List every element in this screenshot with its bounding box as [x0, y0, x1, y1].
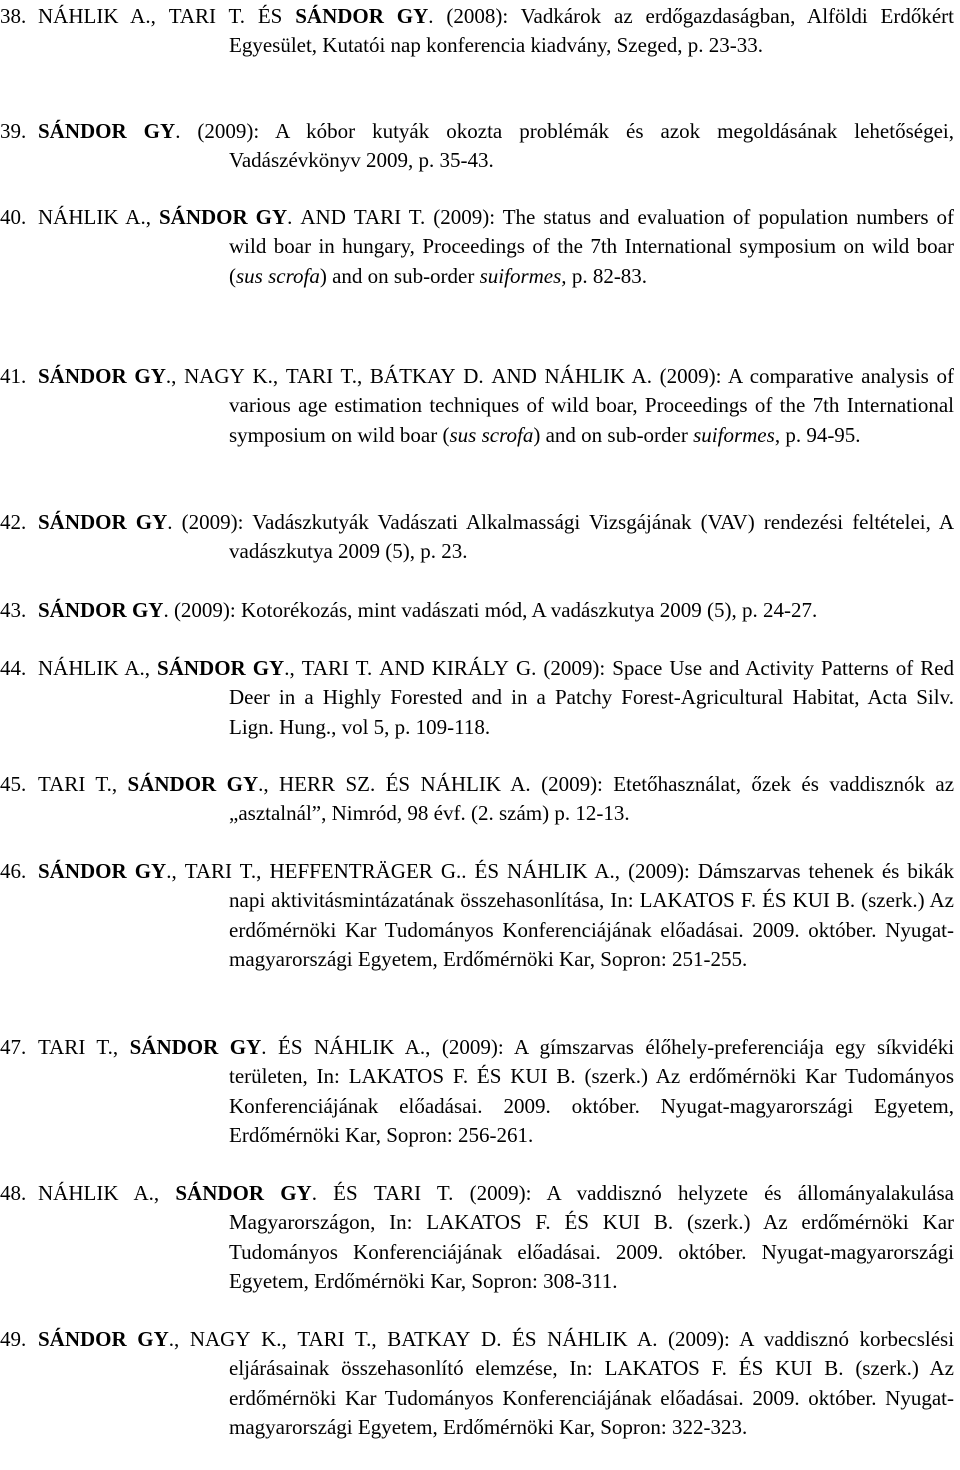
reference-text: AND [379, 656, 425, 680]
reference-text: T., [85, 1035, 130, 1059]
reference-text [537, 1327, 548, 1351]
reference-text: BÁTKAY [369, 364, 456, 388]
reference-text: GY [126, 364, 166, 388]
reference-text: A. (2009): Etetőhasználat, őzek és vaddisznók az „asztalnál”, Nimród, 98 évf. (2. szám) p. 12-13. [229, 772, 955, 826]
reference-number: 43. [0, 598, 27, 622]
reference-text: BATKAY [387, 1327, 471, 1351]
reference-text: GY [126, 510, 168, 534]
reference-entry [0, 508, 954, 567]
reference-text [425, 656, 432, 680]
reference-text: TARI [353, 205, 402, 229]
reference-text [499, 859, 507, 883]
reference-entry [0, 2, 954, 61]
reference-text: ÉS [474, 859, 500, 883]
reference-number: 38. [0, 4, 27, 28]
reference-text: SÁNDOR [175, 1181, 265, 1205]
reference-text: T. [216, 4, 258, 28]
reference-text: . (2008): Vadkárok az erdőgazdaságban, Alföldi Erdőkért Egyesület, Kutatói nap konferencia kiadvány, Szeged, p. 23-33. [229, 4, 955, 58]
reference-text: suiformes [693, 422, 775, 447]
reference-text: sus scrofa [449, 422, 534, 447]
reference-text: . (2009): Kotorékozás, mint vadászati mód, A vadászkutya 2009 (5), p. 24-27. [163, 598, 818, 622]
reference-number: 45. [0, 772, 27, 796]
reference-text: TARI [38, 1035, 86, 1059]
reference-text: ) and on sub-order [533, 422, 694, 447]
reference-text: . [287, 205, 301, 229]
reference-text: SZ [345, 772, 370, 796]
reference-number: 49. [0, 1327, 27, 1351]
reference-text [335, 772, 345, 796]
reference-text: GY [383, 4, 429, 28]
reference-text: A., [118, 205, 159, 229]
reference-entry [0, 203, 954, 291]
reference-text: SÁNDOR [127, 772, 217, 796]
reference-text: . [311, 1181, 334, 1205]
reference-text: AND [300, 205, 346, 229]
reference-text: . (2009): A kóbor kutyák okozta problémák és azok megoldásának lehetőségei, Vadászévkönyv 2009, p. 35-43. [175, 119, 954, 173]
reference-text: SÁNDOR [295, 4, 384, 28]
reference-text: K., [244, 364, 286, 388]
reference-text: NÁHLIK [38, 1181, 119, 1205]
reference-number: 42. [0, 510, 27, 534]
reference-text: A., (2009): A gímszarvas élőhely-preferenciája egy síkvidéki területen, In: [229, 1035, 955, 1089]
reference-text: SÁNDOR [157, 656, 246, 680]
reference-text: LAKATOS [426, 1210, 522, 1235]
reference-text: TARI [184, 859, 233, 883]
reference-text [537, 364, 545, 388]
reference-number: 41. [0, 364, 27, 388]
reference-entry [0, 654, 954, 742]
reference-text: D. [470, 1327, 513, 1351]
reference-text: T., [85, 772, 128, 796]
reference-text: sus scrofa [236, 263, 320, 288]
reference-text: T. [349, 656, 380, 680]
reference-text: ) and on sub-order [319, 263, 480, 288]
reference-text: ÉS [333, 1181, 358, 1205]
reference-text: SÁNDOR [129, 1035, 219, 1059]
reference-text: NÁHLIK [38, 205, 119, 229]
reference-text: F. [734, 888, 763, 913]
reference-text: SÁNDOR [38, 598, 127, 622]
reference-text: suiformes, [479, 263, 567, 288]
reference-text: LAKATOS [639, 888, 735, 913]
reference-text: NÁHLIK [420, 772, 502, 796]
reference-text: ., [284, 656, 302, 680]
reference-text: , p. 94-95. [774, 422, 861, 447]
reference-text: A., [118, 4, 169, 28]
reference-text: HERR [279, 772, 336, 796]
reference-text: SÁNDOR [38, 1327, 127, 1351]
reference-text: KUI [602, 1210, 641, 1235]
reference-text [358, 1181, 374, 1205]
reference-text: B. (szerk.) Az erdőmérnöki Kar Tudományos Konferenciájának előadásai. 2009. október. Nyugat-magyarországi Egyetem, Erdőmérnöki Kar, Sopron: 322-323. [229, 1356, 955, 1440]
reference-text: TARI [285, 364, 334, 388]
reference-text: . (2009): Vadászkutyák Vadászati Alkalmassági Vizsgájának (VAV) rendezési feltételei, A vadászkutya 2009 (5), p. 23. [167, 510, 955, 564]
reference-text: T., [333, 364, 370, 388]
reference-number: 44. [0, 656, 27, 680]
reference-text: ., [166, 859, 185, 883]
reference-text: ÉS [278, 1035, 303, 1059]
reference-text: ÉS [385, 772, 411, 796]
reference-number: 40. [0, 205, 27, 229]
reference-text: AND [491, 364, 537, 388]
reference-entry [0, 857, 954, 975]
reference-text [282, 4, 295, 28]
reference-text: A., (2009): Dámszarvas tehenek és bikák napi aktivitásmintázatának összehasonlítása, In: [229, 859, 955, 913]
reference-text: GY [126, 598, 164, 622]
reference-text: G. (2009): Space Use and Activity Patterns of Red Deer in a Highly Forested and in a Patchy Forest-Agricultural Habitat, Acta Silv. Lign. Hung., vol 5, p. 109-118. [229, 656, 955, 739]
reference-text: F. [444, 1064, 477, 1089]
reference-text: NAGY [189, 1327, 251, 1351]
reference-text: SÁNDOR [38, 119, 127, 143]
reference-text: D. [455, 364, 492, 388]
reference-text: ., [258, 772, 280, 796]
reference-text: ., [168, 1327, 190, 1351]
reference-entry [0, 1033, 954, 1151]
reference-text: B. (szerk.) Az erdőmérnöki Kar Tudományos Konferenciájának előadásai. 2009. október. Nyugat-magyarországi Egyetem, Erdőmérnöki Kar, Sopron: 308-311. [229, 1210, 955, 1294]
reference-text [763, 1356, 775, 1380]
reference-entry [0, 1325, 954, 1443]
reference-text: KUI [775, 1356, 813, 1381]
reference-entry [0, 1179, 954, 1297]
reference-text: SÁNDOR [158, 205, 248, 229]
reference-text: B. (szerk.) Az erdőmérnöki Kar Tudományos Konferenciájának előadásai. 2009. október. Nyugat-magyarországi Egyetem, Erdőmérnöki Kar, Sopron: 256-261. [229, 1064, 954, 1148]
reference-text: GY [264, 1181, 312, 1205]
reference-text: KIRÁLY [431, 656, 509, 680]
reference-text: . [261, 1035, 278, 1059]
reference-text: GY [216, 772, 259, 796]
reference-number: 39. [0, 119, 27, 143]
reference-text: TARI [301, 656, 350, 680]
reference-text: ÉS [257, 4, 283, 28]
reference-text: TARI [168, 4, 217, 28]
reference-text: NAGY [184, 364, 245, 388]
reference-text: TARI [373, 1181, 422, 1205]
reference-text: GY [126, 119, 176, 143]
reference-text: SÁNDOR [38, 364, 127, 388]
reference-text: T., [344, 1327, 388, 1351]
reference-number: 48. [0, 1181, 27, 1205]
reference-text: GY [126, 1327, 169, 1351]
reference-text [410, 772, 420, 796]
reference-number: 47. [0, 1035, 27, 1059]
reference-entry [0, 596, 954, 625]
reference-text: A., [118, 656, 158, 680]
reference-text: ÉS [512, 1327, 537, 1351]
reference-entry [0, 362, 954, 450]
reference-text: NÁHLIK [313, 1035, 395, 1059]
reference-entry [0, 117, 954, 176]
reference-text: LAKATOS [604, 1356, 700, 1381]
reference-text: TARI [297, 1327, 345, 1351]
reference-text: T. (2009): The status and evaluation of population numbers of wild boar in hungary, Proceedings of the 7th International symposium on wild boar ( [229, 205, 954, 288]
reference-text: SÁNDOR [38, 859, 127, 883]
reference-text: F. [521, 1210, 565, 1235]
reference-text: NÁHLIK [507, 859, 588, 883]
reference-text: F. [699, 1356, 739, 1381]
reference-text [346, 205, 354, 229]
reference-text [589, 1210, 603, 1234]
reference-text [501, 1064, 510, 1088]
reference-text: NÁHLIK [547, 1327, 628, 1351]
reference-text: A. (2009): A comparative analysis of various age estimation techniques of wild boar, Proceedings of the 7th International symposium on wild boar ( [229, 364, 955, 447]
reference-text: TARI [38, 772, 86, 796]
reference-text: T., [232, 859, 270, 883]
reference-text: GY [126, 859, 167, 883]
reference-text: HEFFENTRÄGER [269, 859, 433, 883]
reference-text: SÁNDOR [38, 510, 127, 534]
reference-text: GY [247, 205, 288, 229]
reference-text: A., [118, 1181, 176, 1205]
reference-text: K., [250, 1327, 298, 1351]
reference-text: LAKATOS [348, 1064, 444, 1089]
reference-text: ÉS [476, 1064, 502, 1089]
reference-text: GY [245, 656, 285, 680]
reference-text: ÉS [564, 1210, 589, 1235]
reference-text: A. (2009): A vaddisznó korbecslési eljárásainak összehasonlító elemzése, In: [229, 1327, 955, 1381]
reference-text [303, 1035, 314, 1059]
reference-text: . [369, 772, 386, 796]
reference-text: GY [218, 1035, 262, 1059]
reference-text: T. (2009): A vaddisznó helyzete és állományalakulása Magyarországon, In: [229, 1181, 954, 1235]
reference-text: p. 82-83. [566, 263, 648, 288]
reference-text: KUI [510, 1064, 548, 1089]
reference-text: ÉS [738, 1356, 764, 1381]
reference-text: ÉS [762, 888, 787, 913]
reference-text: NÁHLIK [38, 656, 119, 680]
reference-text: G.. [432, 859, 475, 883]
reference-entry [0, 770, 954, 829]
reference-number: 46. [0, 859, 27, 883]
reference-text: NÁHLIK [544, 364, 625, 388]
reference-text: KUI [792, 888, 830, 913]
reference-text: ., [165, 364, 185, 388]
reference-text: NÁHLIK [38, 4, 119, 28]
reference-text: B. (szerk.) Az erdőmérnöki Kar Tudományos Konferenciájának előadásai. 2009. október. Nyugat-magyarországi Egyetem, Erdőmérnöki Kar, Sopron: 251-255. [229, 888, 954, 972]
